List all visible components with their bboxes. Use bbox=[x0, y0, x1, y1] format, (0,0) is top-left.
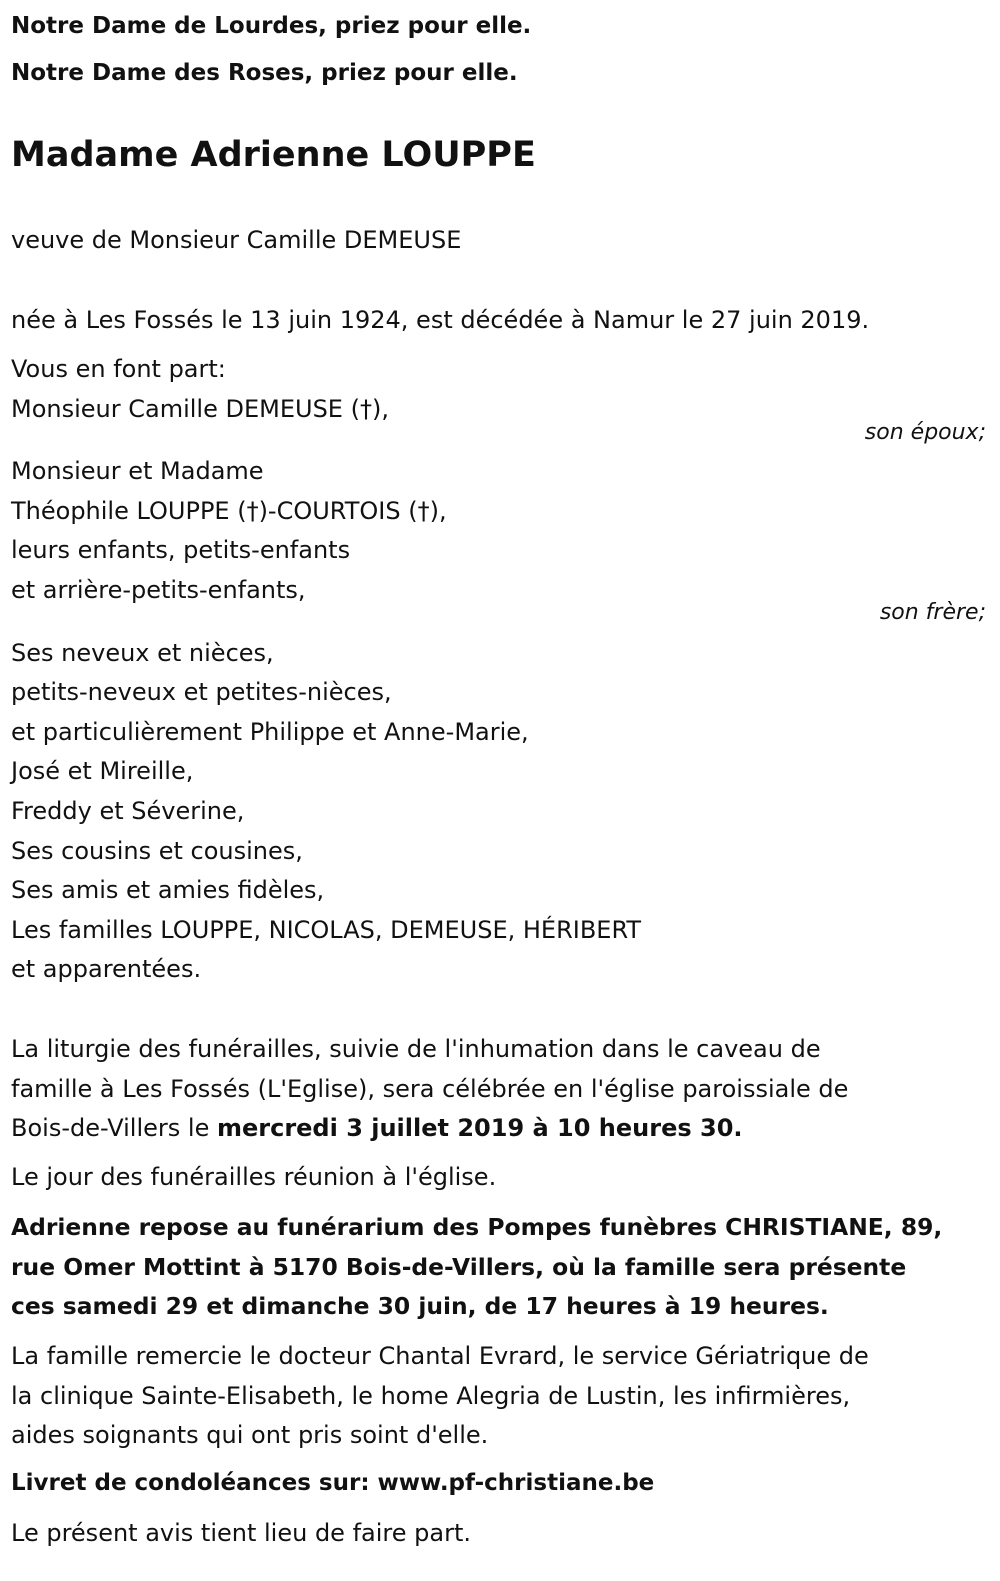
condolences-line: Livret de condoléances sur: www.pf-christiane.be bbox=[11, 1470, 655, 1496]
deceased-name: Madame Adrienne LOUPPE bbox=[11, 135, 536, 175]
brother-line: Théophile LOUPPE (†)-COURTOIS (†), bbox=[11, 497, 447, 525]
brother-relation: son frère; bbox=[879, 600, 986, 625]
family-line: petits-neveux et petites-nièces, bbox=[11, 678, 392, 706]
thanks-line: aides soignants qui ont pris soint d'elle. bbox=[11, 1421, 489, 1449]
prayer-line-lourdes: Notre Dame de Lourdes, priez pour elle. bbox=[11, 13, 532, 39]
brother-line: et arrière-petits-enfants, bbox=[11, 576, 306, 604]
prayer-line-roses: Notre Dame des Roses, priez pour elle. bbox=[11, 60, 518, 86]
brother-line: Monsieur et Madame bbox=[11, 457, 264, 485]
liturgy-paragraph bbox=[11, 1030, 986, 1149]
meeting-line: Le jour des funérailles réunion à l'église. bbox=[11, 1163, 497, 1191]
funerarium-line: ces samedi 29 et dimanche 30 juin, de 17 heures à 19 heures. bbox=[11, 1292, 829, 1320]
spouse-line: Monsieur Camille DEMEUSE (†), bbox=[11, 395, 389, 423]
funerarium-line: Adrienne repose au funérarium des Pompes funèbres CHRISTIANE, 89, bbox=[11, 1213, 943, 1241]
family-line: Ses amis et amies fidèles, bbox=[11, 876, 325, 904]
family-line: et apparentées. bbox=[11, 955, 202, 983]
family-line: et particulièrement Philippe et Anne-Marie, bbox=[11, 718, 529, 746]
announcers-intro: Vous en font part: bbox=[11, 355, 226, 383]
family-line: José et Mireille, bbox=[11, 757, 194, 785]
thanks-paragraph bbox=[11, 1337, 986, 1456]
birth-death-line: née à Les Fossés le 13 juin 1924, est décédée à Namur le 27 juin 2019. bbox=[11, 306, 870, 334]
family-line: Ses cousins et cousines, bbox=[11, 837, 303, 865]
brother-line: leurs enfants, petits-enfants bbox=[11, 536, 351, 564]
family-line: Les familles LOUPPE, NICOLAS, DEMEUSE, HÉRIBERT bbox=[11, 916, 642, 944]
liturgy-line: La liturgie des funérailles, suivie de l'inhumation dans le caveau de bbox=[11, 1035, 821, 1063]
widow-line: veuve de Monsieur Camille DEMEUSE bbox=[11, 226, 462, 254]
funerarium-line: rue Omer Mottint à 5170 Bois-de-Villers, où la famille sera présente bbox=[11, 1252, 907, 1281]
closing-line: Le présent avis tient lieu de faire part. bbox=[11, 1519, 471, 1547]
thanks-line: La famille remercie le docteur Chantal Evrard, le service Gériatrique de bbox=[11, 1342, 869, 1370]
liturgy-line: famille à Les Fossés (L'Eglise), sera célébrée en l'église paroissiale de bbox=[11, 1074, 849, 1103]
family-line: Freddy et Séverine, bbox=[11, 797, 245, 825]
family-line: Ses neveux et nièces, bbox=[11, 639, 274, 667]
spouse-relation: son époux; bbox=[864, 420, 986, 445]
liturgy-place: Bois-de-Villers le bbox=[11, 1114, 217, 1142]
thanks-line: la clinique Sainte-Elisabeth, le home Alegria de Lustin, les infirmières, bbox=[11, 1381, 851, 1410]
liturgy-line bbox=[11, 1109, 986, 1149]
liturgy-date: mercredi 3 juillet 2019 à 10 heures 30. bbox=[216, 1114, 743, 1142]
funerarium-paragraph bbox=[11, 1208, 986, 1327]
obituary-notice bbox=[11, 0, 986, 1581]
